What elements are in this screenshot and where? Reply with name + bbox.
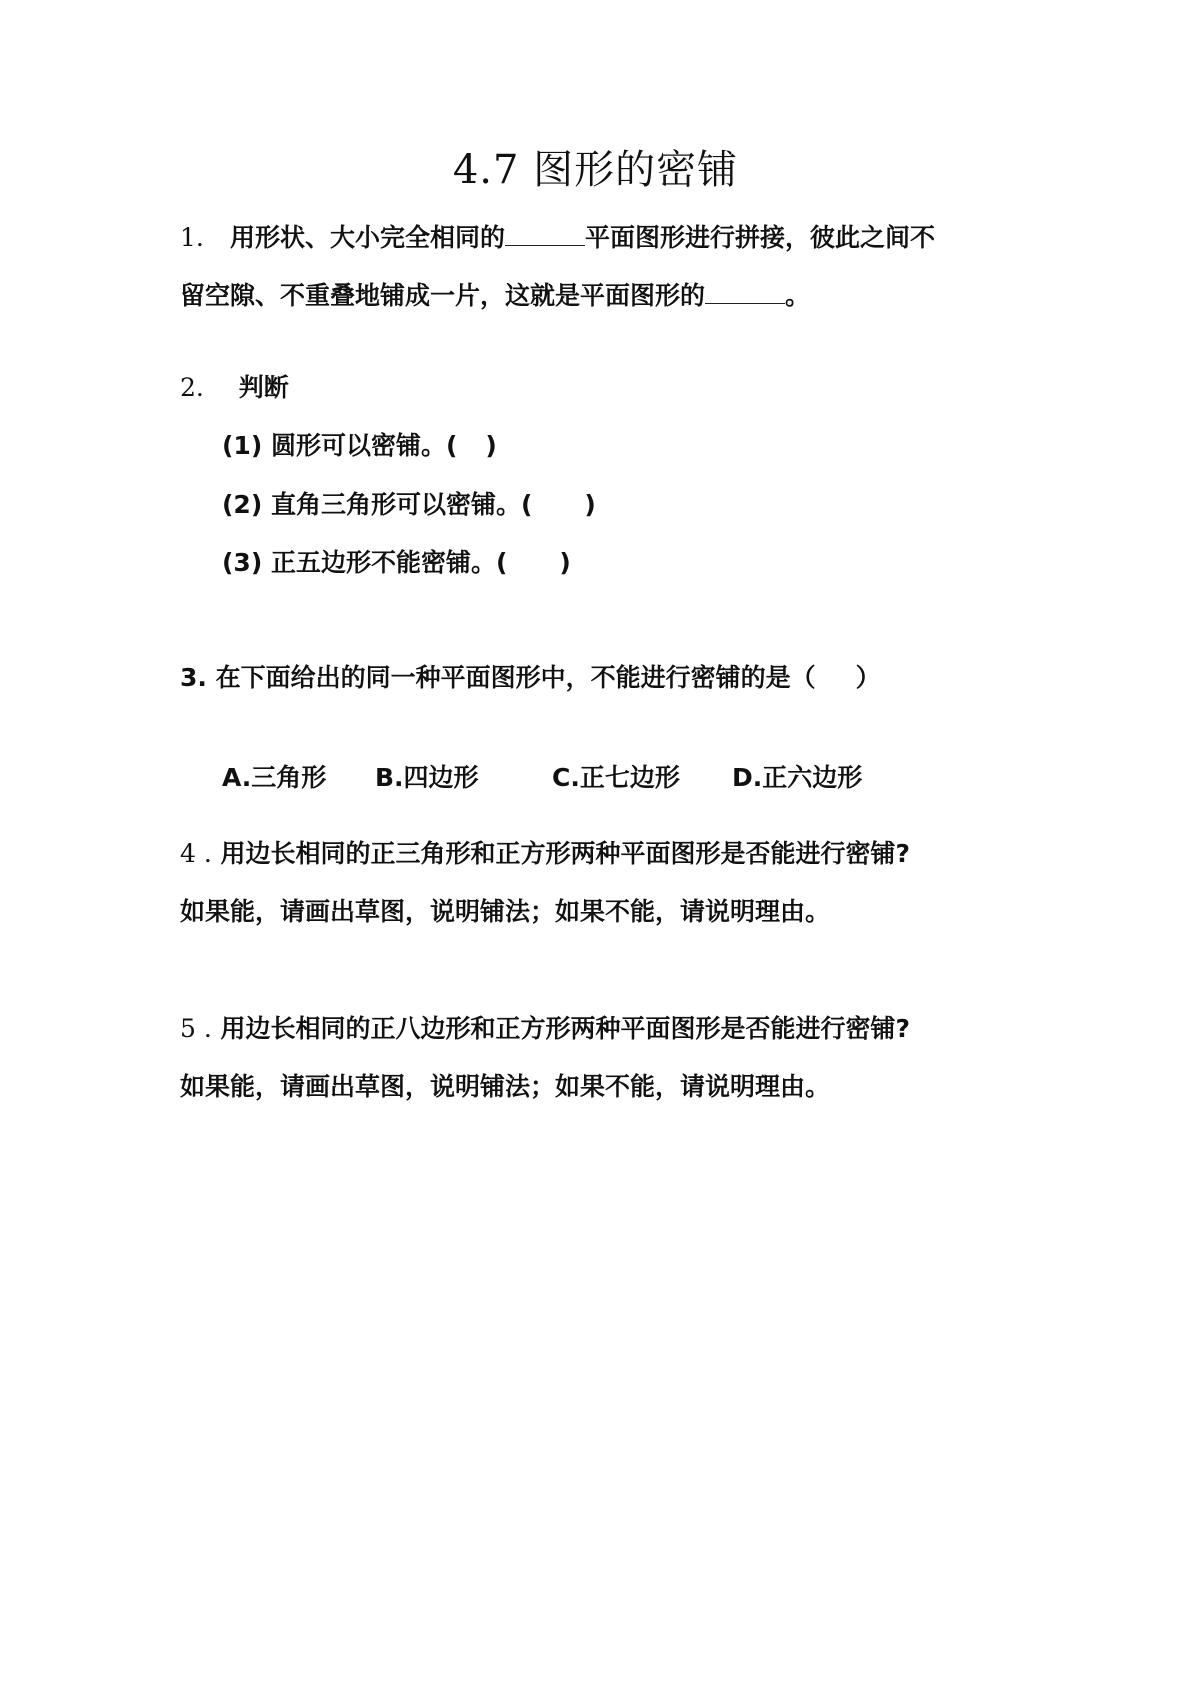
question-1-text-d: 。 xyxy=(785,281,811,310)
option-a: A.三角形 xyxy=(222,763,327,792)
question-1-line-1 xyxy=(180,220,935,256)
question-3-number: 3. xyxy=(180,663,207,692)
question-4-number: 4 . xyxy=(180,839,212,868)
judgement-item-1 xyxy=(222,428,497,464)
question-5-line-2 xyxy=(180,1069,830,1105)
judgement-item-2-text: 直角三角形可以密铺。( xyxy=(270,490,533,519)
question-1-text-c: 留空隙、不重叠地铺成一片，这就是平面图形的 xyxy=(180,281,706,310)
question-2-heading xyxy=(180,370,289,406)
judgement-item-1-text: 圆形可以密铺。( xyxy=(270,431,458,460)
judgement-item-3-number: (3) xyxy=(222,548,263,577)
question-1-line-2 xyxy=(180,278,810,314)
option-c: C.正七边形 xyxy=(552,763,680,792)
option-b: B.四边形 xyxy=(375,763,479,792)
question-4-text-2: 如果能，请画出草图，说明铺法；如果不能，请说明理由。 xyxy=(180,897,831,926)
question-5-text-2: 如果能，请画出草图，说明铺法；如果不能，请说明理由。 xyxy=(180,1072,831,1101)
answer-blank-1[interactable] xyxy=(505,223,585,246)
question-3-close: ） xyxy=(855,663,881,692)
question-2-number: 2. xyxy=(180,373,204,402)
judgement-item-2-number: (2) xyxy=(222,490,263,519)
question-5-line-1 xyxy=(180,1011,910,1047)
judgement-item-3-close: ) xyxy=(559,548,571,577)
question-2-label: 判断 xyxy=(238,373,289,402)
judgement-item-1-close: ) xyxy=(485,431,497,460)
question-4-line-2 xyxy=(180,894,830,930)
judgement-item-1-number: (1) xyxy=(222,431,263,460)
judgement-item-2 xyxy=(222,487,596,523)
judgement-item-3 xyxy=(222,545,571,581)
question-5-text-1: 用边长相同的正八边形和正方形两种平面图形是否能进行密铺? xyxy=(220,1014,911,1043)
answer-blank-2[interactable] xyxy=(705,281,785,304)
question-1-number: 1. xyxy=(180,223,204,252)
question-1-text-b: 平面图形进行拼接，彼此之间不 xyxy=(585,223,936,252)
page-title: 4.7 图形的密铺 xyxy=(452,147,739,193)
question-4-text-1: 用边长相同的正三角形和正方形两种平面图形是否能进行密铺? xyxy=(220,839,911,868)
option-d: D.正六边形 xyxy=(732,763,863,792)
question-4-line-1 xyxy=(180,836,910,872)
judgement-item-3-text: 正五边形不能密铺。( xyxy=(270,548,508,577)
question-3-line xyxy=(180,660,881,696)
judgement-item-2-close: ) xyxy=(584,490,596,519)
question-5-number: 5 . xyxy=(180,1014,212,1043)
question-1-text-a: 用形状、大小完全相同的 xyxy=(229,223,505,252)
question-3-text: 在下面给出的同一种平面图形中，不能进行密铺的是（ xyxy=(215,663,816,692)
